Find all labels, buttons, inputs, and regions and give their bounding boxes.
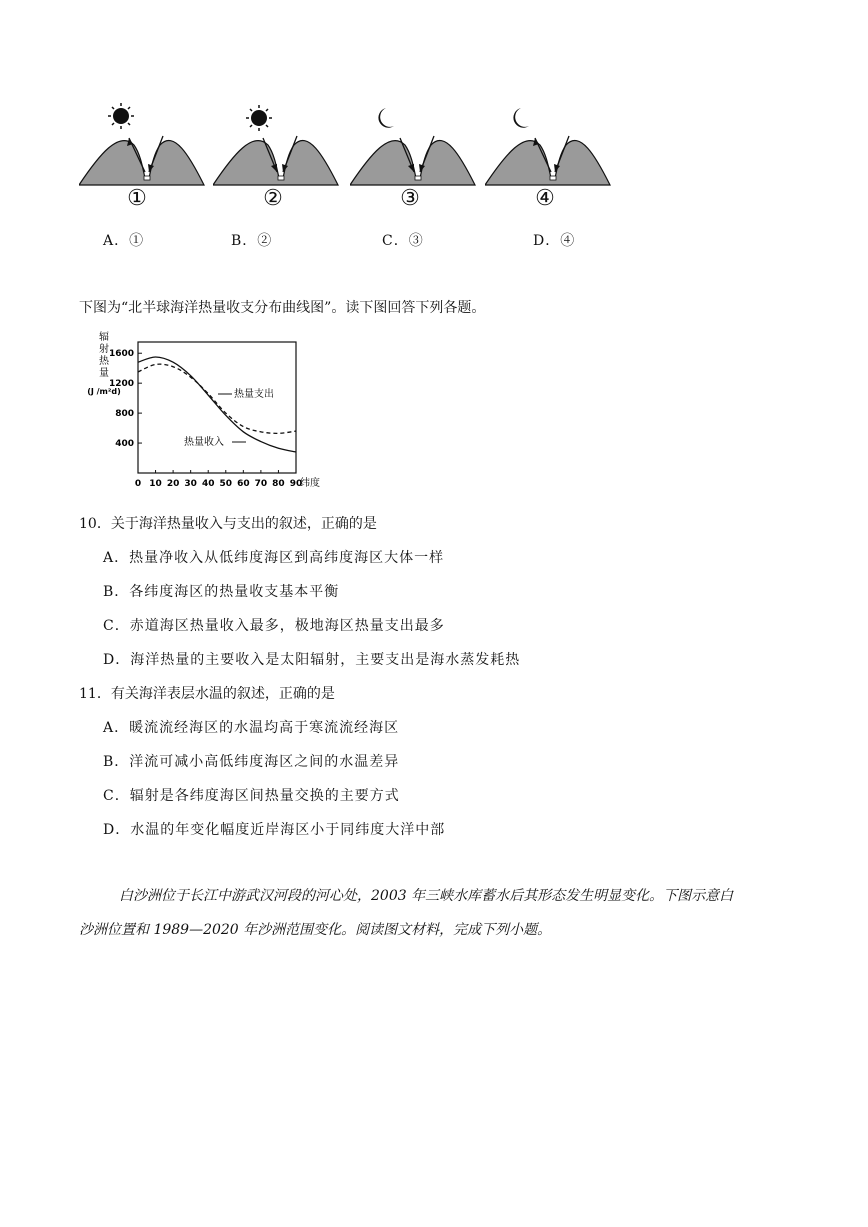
question-11-option-a: A．暖流流经海区的水温均高于寒流流经海区: [103, 720, 400, 736]
y-axis-label-char-1: 射: [99, 344, 109, 355]
x-tick-label-8: 80: [272, 479, 285, 489]
sun-icon: [108, 103, 134, 129]
sun-icon: [246, 105, 272, 131]
question-10-option-b: B．各纬度海区的热量收支基本平衡: [103, 584, 340, 600]
panel-label-2: ②: [263, 186, 283, 211]
x-tick-label-4: 40: [201, 479, 215, 489]
question-11-option-d: D．水温的年变化幅度近岸海区小于同纬度大洋中部: [103, 822, 446, 838]
valley-panel-4: [485, 100, 613, 230]
y-tick-label-1: 800: [115, 409, 134, 420]
question-11-stem: 11．有关海洋表层水温的叙述，正确的是: [79, 686, 335, 702]
question-10-option-c: C．赤道海区热量收入最多，极地海区热量支出最多: [103, 618, 445, 634]
y-tick-label-3: 1600: [108, 349, 134, 360]
valley-diagram-4: [485, 100, 613, 190]
x-tick-label-3: 30: [184, 479, 197, 489]
y-tick-label-2: 1200: [108, 379, 134, 390]
y-axis-label-char-3: 量: [99, 368, 109, 379]
y-tick-label-0: 400: [115, 439, 134, 450]
y-axis-unit: (J /m²d): [87, 387, 121, 396]
choice-a: A．①: [103, 233, 145, 249]
x-tick-label-2: 20: [166, 479, 180, 489]
panel-label-1: ①: [127, 186, 147, 211]
valley-diagram-1: [79, 100, 207, 190]
panel-label-4: ④: [535, 186, 555, 211]
question-10-option-a: A．热量净收入从低纬度海区到高纬度海区大体一样: [103, 550, 445, 566]
x-tick-label-9: 90: [289, 479, 303, 489]
valley-panel-3: [350, 100, 478, 230]
x-axis-label: 纬度: [300, 478, 320, 489]
material-line-1: 白沙洲位于长江中游武汉河段的河心处，2003 年三峡水库蓄水后其形态发生明显变化。下图示意白: [119, 888, 734, 904]
series-label-income: 热量收入: [184, 437, 224, 448]
question-11-option-b: B．洋流可减小高低纬度海区之间的水温差异: [103, 754, 400, 770]
valley-panel-1: [79, 100, 207, 230]
heat-budget-chart: [86, 330, 336, 495]
x-tick-label-6: 60: [237, 479, 250, 489]
valley-panel-2: [213, 100, 341, 230]
choice-d: D．④: [533, 233, 576, 249]
material-line-2: 沙洲位置和 1989—2020 年沙洲范围变化。阅读图文材料，完成下列小题。: [79, 922, 552, 938]
question-10-option-d: D．海洋热量的主要收入是太阳辐射，主要支出是海水蒸发耗热: [103, 652, 521, 668]
y-axis-label-char-2: 热: [99, 356, 109, 367]
plot-frame: [138, 342, 296, 473]
valley-diagram-2: [213, 100, 341, 190]
choice-c: C．③: [382, 233, 424, 249]
moon-icon: [513, 108, 529, 128]
x-tick-label-0: 0: [134, 479, 142, 489]
choice-b: B．②: [231, 233, 273, 249]
panel-label-3: ③: [400, 186, 420, 211]
y-axis-label-char-0: 辐: [99, 332, 109, 343]
valley-diagram-3: [350, 100, 478, 190]
question-10-stem: 10．关于海洋热量收入与支出的叙述，正确的是: [79, 516, 377, 532]
moon-icon: [378, 108, 394, 128]
intro-text: 下图为“北半球海洋热量收支分布曲线图”。读下图回答下列各题。: [79, 300, 486, 316]
x-tick-label-1: 10: [149, 479, 162, 489]
x-tick-label-5: 50: [219, 479, 233, 489]
material-paragraph: [79, 879, 779, 947]
x-tick-label-7: 70: [254, 479, 268, 489]
series-label-expenditure: 热量支出: [234, 389, 274, 400]
question-11-option-c: C．辐射是各纬度海区间热量交换的主要方式: [103, 788, 400, 804]
